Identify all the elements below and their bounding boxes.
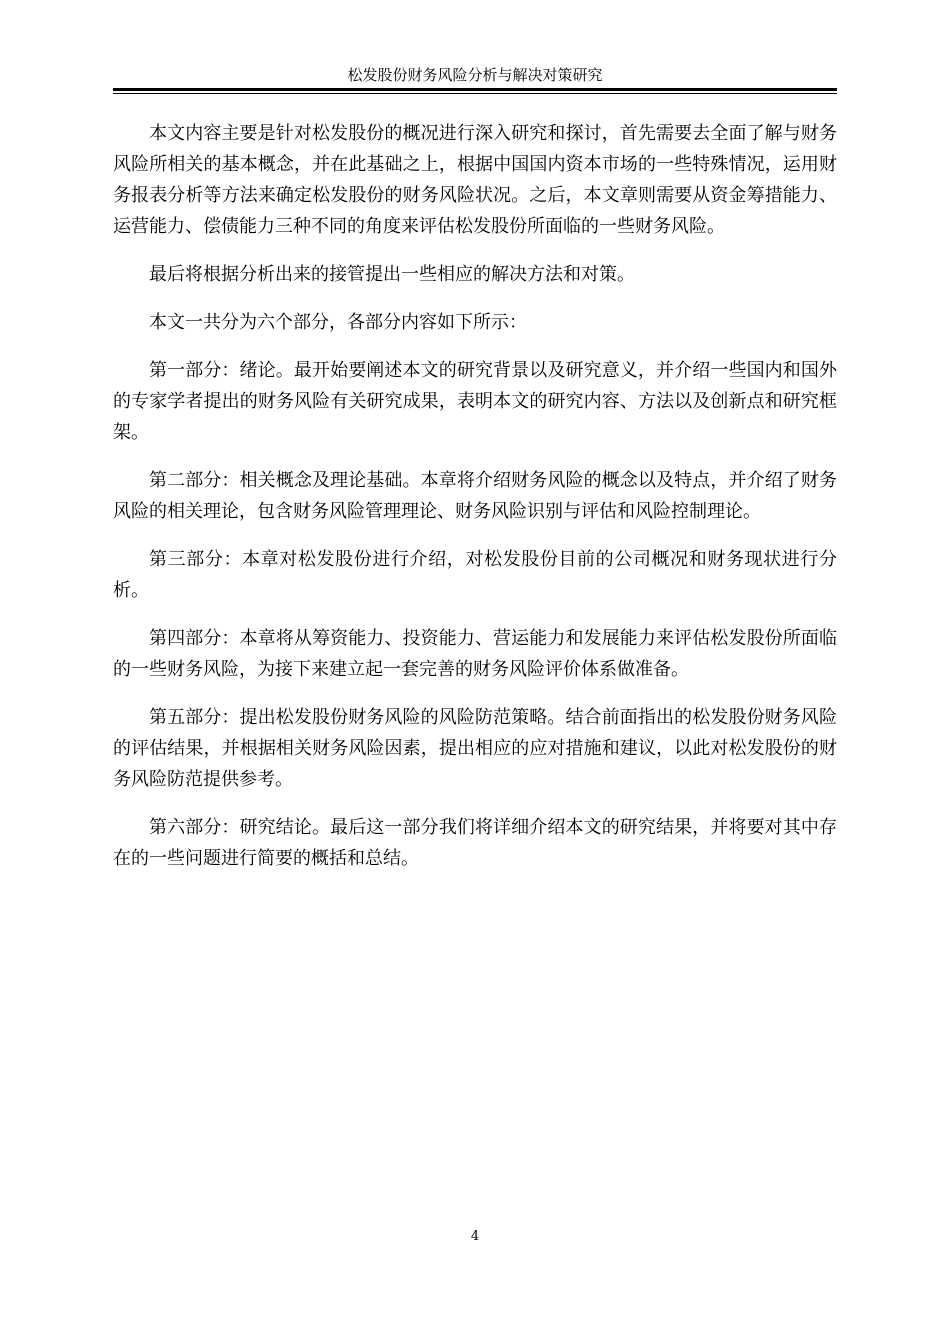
header-rule-thin (113, 93, 837, 94)
paragraph-part-six: 第六部分：研究结论。最后这一部分我们将详细介绍本文的研究结果，并将要对其中存在的一些问题进行简要的概括和总结。 (113, 817, 837, 869)
header-rule-thick (113, 88, 837, 91)
paragraph-part-one: 第一部分：绪论。最开始要阐述本文的研究背景以及研究意义，并介绍一些国内和国外的专家学者提出的财务风险有关研究成果，表明本文的研究内容、方法以及创新点和研究框架。 (113, 360, 837, 443)
document-body (113, 118, 837, 891)
paragraph-part-four: 第四部分：本章将从筹资能力、投资能力、营运能力和发展能力来评估松发股份所面临的一些财务风险，为接下来建立起一套完善的财务风险评价体系做准备。 (113, 628, 837, 680)
paragraph-part-five: 第五部分：提出松发股份财务风险的风险防范策略。结合前面指出的松发股份财务风险的评估结果，并根据相关财务风险因素，提出相应的应对措施和建议，以此对松发股份的财务风险防范提供参考。 (113, 707, 837, 790)
paragraph-conclusion-plan: 最后将根据分析出来的接管提出一些相应的解决方法和对策。 (149, 264, 635, 285)
page-number: 4 (470, 1229, 480, 1244)
paragraph-intro: 本文内容主要是针对松发股份的概况进行深入研究和探讨，首先需要去全面了解与财务风险所相关的基本概念，并在此基础之上，根据中国国内资本市场的一些特殊情况，运用财务报表分析等方法来确定松发股份的财务风险状况。之后，本文章则需要从资金筹措能力、运营能力、偿债能力三种不同的角度来评估松发股份所面临的一些财务风险。 (113, 123, 837, 237)
paragraph-structure-overview: 本文一共分为六个部分，各部分内容如下所示： (149, 312, 527, 333)
page-header-title: 松发股份财务风险分析与解决对策研究 (347, 66, 603, 84)
paragraph-part-three: 第三部分：本章对松发股份进行介绍，对松发股份目前的公司概况和财务现状进行分析。 (113, 549, 837, 601)
paragraph-part-two: 第二部分：相关概念及理论基础。本章将介绍财务风险的概念以及特点，并介绍了财务风险的相关理论，包含财务风险管理理论、财务风险识别与评估和风险控制理论。 (113, 470, 837, 522)
